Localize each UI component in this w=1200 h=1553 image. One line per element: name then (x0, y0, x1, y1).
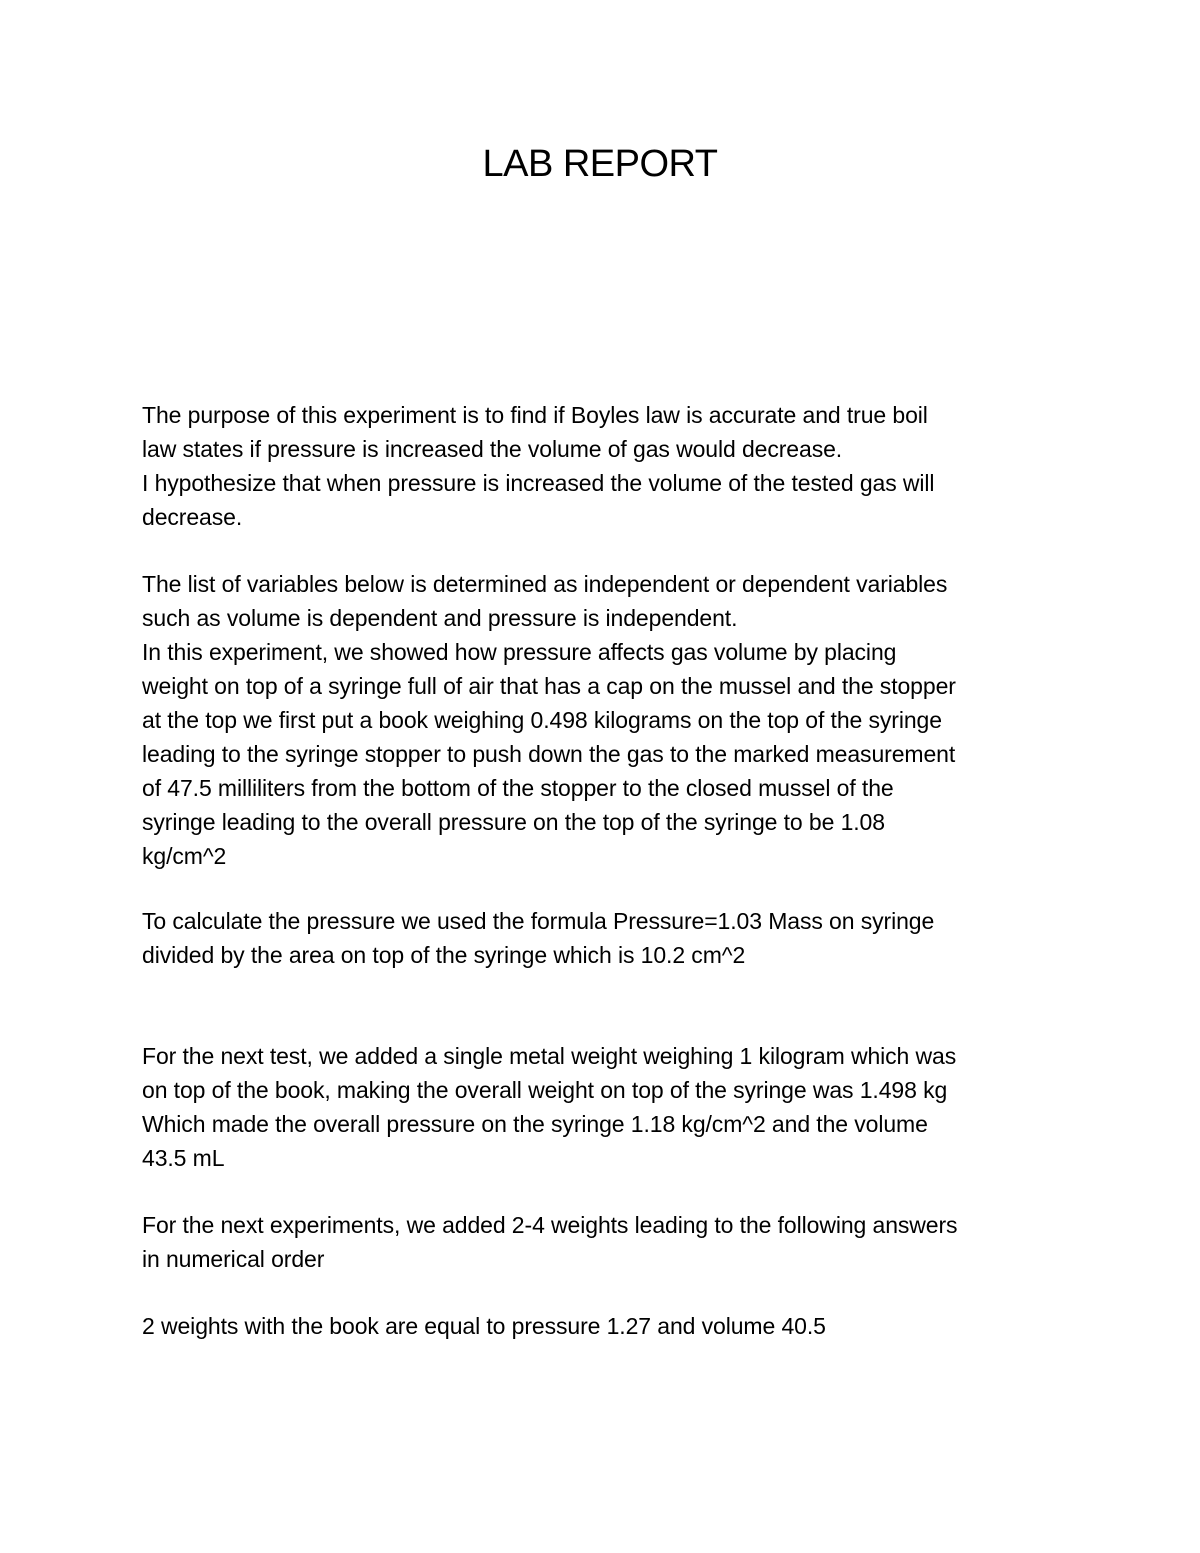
text-line: decrease. (142, 504, 243, 530)
paragraph-results (142, 1309, 1072, 1343)
text-line: For the next test, we added a single metal weight weighing 1 kilogram which was (142, 1043, 957, 1069)
paragraph-purpose (142, 398, 1072, 534)
text-line: leading to the syringe stopper to push down the gas to the marked measurement (142, 741, 956, 767)
paragraph-formula (142, 904, 1072, 972)
text-line: The list of variables below is determined as independent or dependent variables (142, 571, 948, 597)
document-title: LAB REPORT (482, 143, 718, 185)
text-line: The purpose of this experiment is to find if Boyles law is accurate and true boil (142, 402, 928, 428)
text-line: kg/cm^2 (142, 843, 227, 869)
text-line: on top of the book, making the overall weight on top of the syringe was 1.498 kg (142, 1077, 948, 1103)
paragraph-next-experiments (142, 1208, 1072, 1276)
text-line: In this experiment, we showed how pressure affects gas volume by placing (142, 639, 897, 665)
text-line: law states if pressure is increased the volume of gas would decrease. (142, 436, 843, 462)
text-line: 2 weights with the book are equal to pressure 1.27 and volume 40.5 (142, 1313, 826, 1339)
text-line: of 47.5 milliliters from the bottom of the stopper to the closed mussel of the (142, 775, 894, 801)
text-line: 43.5 mL (142, 1145, 225, 1171)
paragraph-variables (142, 567, 1072, 873)
text-line: such as volume is dependent and pressure is independent. (142, 605, 738, 631)
text-line: I hypothesize that when pressure is increased the volume of the tested gas will (142, 470, 935, 496)
text-line: at the top we first put a book weighing 0.498 kilograms on the top of the syringe (142, 707, 942, 733)
text-line: weight on top of a syringe full of air that has a cap on the mussel and the stopper (142, 673, 956, 699)
text-line: For the next experiments, we added 2-4 weights leading to the following answers (142, 1212, 958, 1238)
text-line: in numerical order (142, 1246, 325, 1272)
text-line: divided by the area on top of the syringe which is 10.2 cm^2 (142, 942, 746, 968)
text-line: Which made the overall pressure on the syringe 1.18 kg/cm^2 and the volume (142, 1111, 928, 1137)
paragraph-next-test (142, 1039, 1072, 1175)
text-line: syringe leading to the overall pressure on the top of the syringe to be 1.08 (142, 809, 885, 835)
text-line: To calculate the pressure we used the formula Pressure=1.03 Mass on syringe (142, 908, 935, 934)
